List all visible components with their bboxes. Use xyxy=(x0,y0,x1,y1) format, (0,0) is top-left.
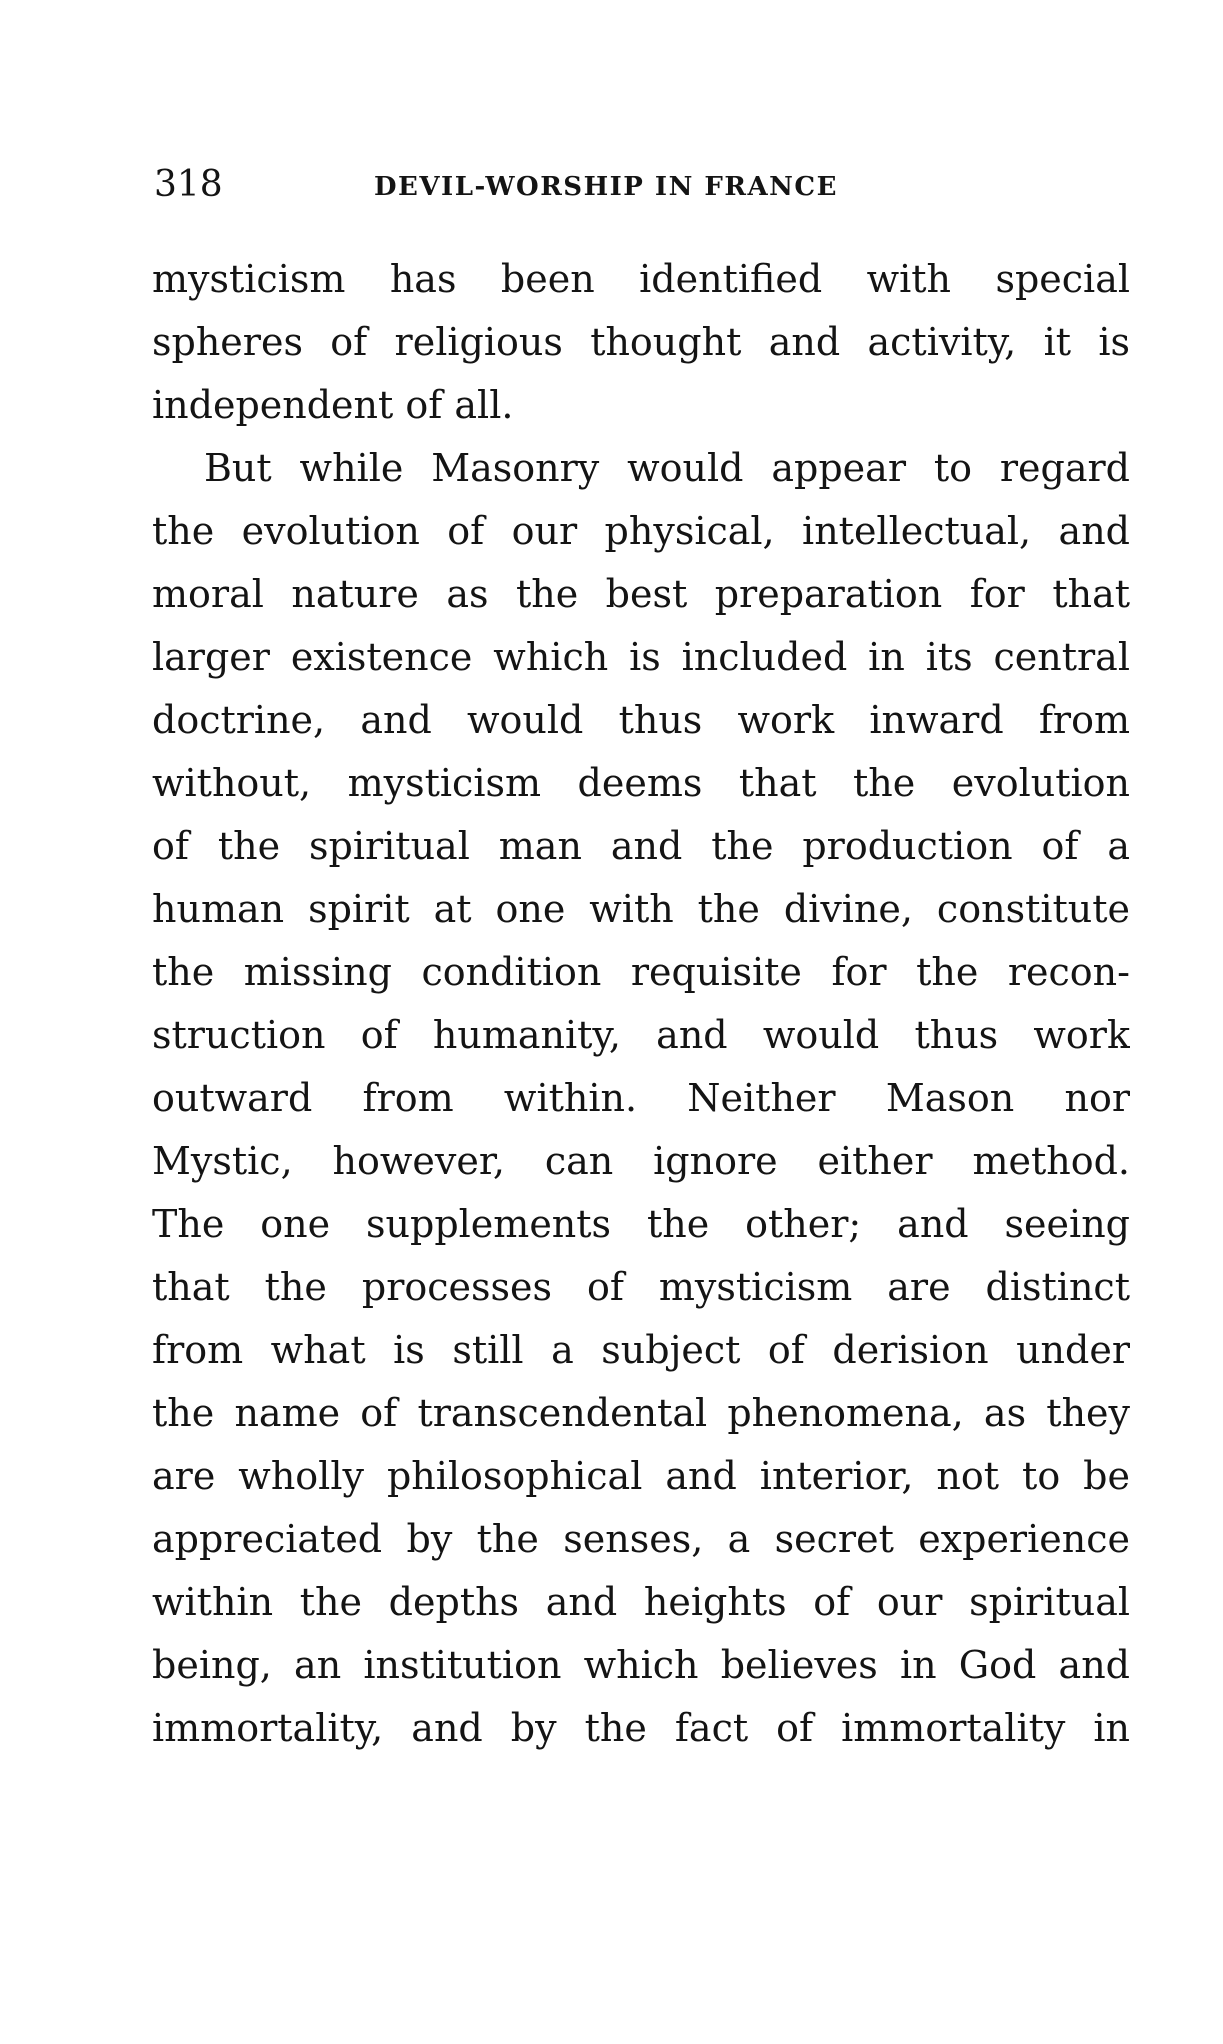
text-line: human spirit at one with the divine, constitute xyxy=(152,887,1130,931)
text-line: appreciated by the senses, a secret experience xyxy=(152,1517,1130,1561)
text-line: struction of humanity, and would thus work xyxy=(152,1013,1130,1057)
text-line: mysticism has been identified with special xyxy=(152,257,1130,301)
page-number: 318 xyxy=(154,164,223,205)
body-text xyxy=(152,248,1130,1760)
text-line: outward from within. Neither Mason nor xyxy=(152,1076,1130,1120)
text-line: within the depths and heights of our spiritual xyxy=(152,1580,1130,1624)
text-line: without, mysticism deems that the evolution xyxy=(152,761,1130,805)
text-line: Mystic, however, can ignore either method. xyxy=(152,1139,1130,1183)
text-line: that the processes of mysticism are distinct xyxy=(152,1265,1130,1309)
text-line: larger existence which is included in its central xyxy=(152,635,1130,679)
text-line: spheres of religious thought and activity, it is xyxy=(152,320,1130,364)
text-line: the missing condition requisite for the recon- xyxy=(152,950,1130,994)
text-line: the name of transcendental phenomena, as they xyxy=(152,1391,1130,1435)
text-line: the evolution of our physical, intellectual, and xyxy=(152,509,1130,553)
text-line: moral nature as the best preparation for that xyxy=(152,572,1130,616)
text-line: doctrine, and would thus work inward from xyxy=(152,698,1130,742)
text-line: But while Masonry would appear to regard xyxy=(204,446,1130,490)
text-line: independent of all. xyxy=(152,383,514,427)
text-line: from what is still a subject of derision under xyxy=(152,1328,1130,1372)
text-line: are wholly philosophical and interior, not to be xyxy=(152,1454,1130,1498)
running-title: DEVIL-WORSHIP IN FRANCE xyxy=(374,172,838,202)
running-head xyxy=(154,158,1130,212)
text-line: The one supplements the other; and seeing xyxy=(152,1202,1130,1246)
text-line: immortality, and by the fact of immortality in xyxy=(152,1706,1130,1750)
text-line: of the spiritual man and the production of a xyxy=(152,824,1130,868)
text-line: being, an institution which believes in God and xyxy=(152,1643,1130,1687)
